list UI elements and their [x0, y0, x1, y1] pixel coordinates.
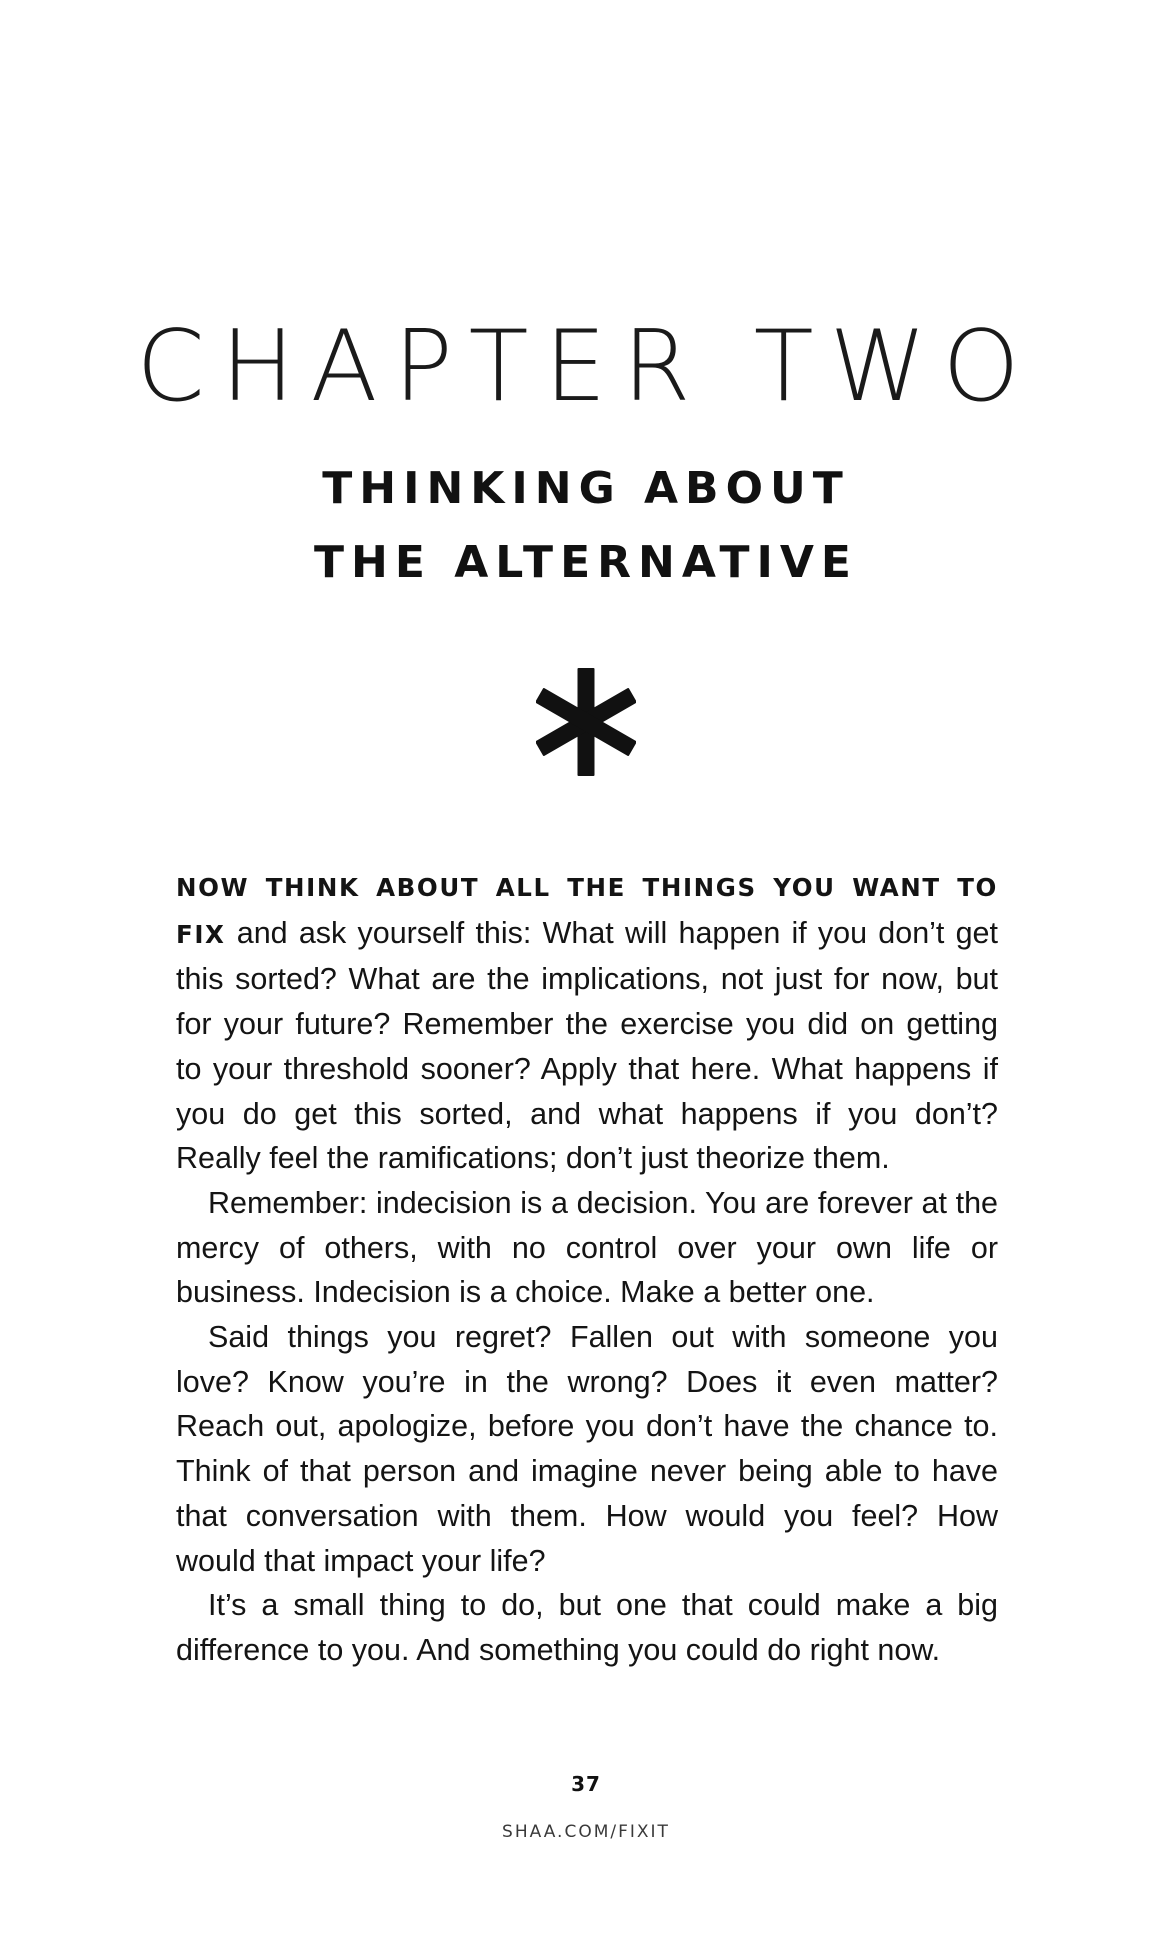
- asterisk-icon: [536, 666, 636, 778]
- lead-in: NOW THINK ABOUT ALL THE THINGS YOU WANT TO FIX: [176, 873, 998, 949]
- page-number: 37: [571, 1772, 601, 1796]
- paragraph-3: Said things you regret? Fallen out with someone you love? Know you’re in the wrong? Does it even matter? Reach out, apologize, before you don’t have the chance to. Think of that person and imagine never being able to have that conversation with them. How would you feel? How would that impact your life?: [176, 1320, 998, 1578]
- chapter-title: [0, 452, 1172, 600]
- chapter-title-line-2: THE ALTERNATIVE: [314, 537, 858, 588]
- chapter-title-line-1: THINKING ABOUT: [322, 463, 850, 514]
- paragraph-1-text: and ask yourself this: What will happen if you don’t get this sorted? What are the implications, not just for now, but for your future? Remember the exercise you did on getting to your threshold sooner? Apply that here. What happens if you do get this sorted, and what happens if you don’t? Really feel the ramifications; don’t just theorize them.: [176, 915, 998, 1176]
- paragraph-1: [176, 864, 998, 1181]
- footer-url: SHAA.COM/FIXIT: [502, 1822, 670, 1842]
- chapter-label: CHAPTER TWO: [136, 310, 1036, 424]
- paragraph-4: It’s a small thing to do, but one that could make a big difference to you. And something you could do right now.: [176, 1588, 998, 1667]
- body-text: [176, 864, 998, 1673]
- paragraph-2: Remember: indecision is a decision. You are forever at the mercy of others, with no control over your own life or business. Indecision is a choice. Make a better one.: [176, 1185, 998, 1310]
